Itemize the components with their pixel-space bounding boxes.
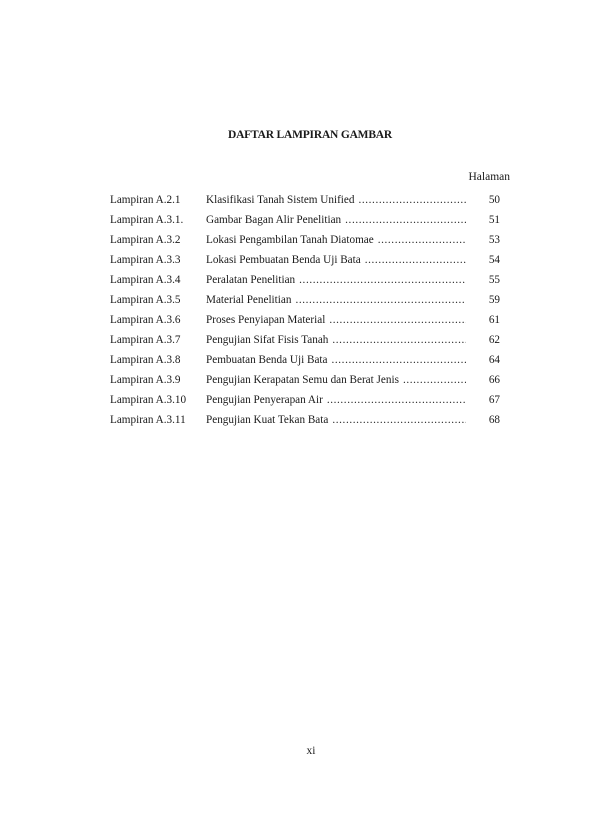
toc-entry-title: Pembuatan Benda Uji Bata [206, 354, 328, 366]
dot-leader [403, 374, 466, 386]
toc-entry-page: 66 [488, 374, 500, 386]
dot-leader [365, 254, 466, 266]
toc-entry-page: 54 [488, 254, 500, 266]
toc-entry-id: Lampiran A.3.4 [110, 274, 181, 286]
document-title: DAFTAR LAMPIRAN GAMBAR [227, 129, 393, 141]
toc-entry-title: Peralatan Penelitian [206, 274, 296, 286]
toc-entry [110, 334, 500, 354]
table-of-contents [110, 194, 500, 434]
toc-entry-id: Lampiran A.2.1 [110, 194, 181, 206]
dot-leader [378, 234, 466, 246]
toc-entry-id: Lampiran A.3.7 [110, 334, 181, 346]
toc-entry [110, 214, 500, 234]
toc-entry-page: 61 [488, 314, 500, 326]
toc-entry-title: Pengujian Penyerapan Air [206, 394, 323, 406]
toc-entry-page: 67 [488, 394, 500, 406]
dot-leader [345, 214, 466, 226]
dot-leader [295, 294, 466, 306]
dot-leader [332, 334, 466, 346]
toc-entry-title: Material Penelitian [206, 294, 292, 306]
toc-entry-title: Proses Penyiapan Material [206, 314, 326, 326]
toc-entry-page: 59 [488, 294, 500, 306]
toc-entry [110, 294, 500, 314]
toc-entry-page: 62 [488, 334, 500, 346]
toc-entry [110, 254, 500, 274]
toc-entry-page: 50 [488, 194, 500, 206]
toc-entry [110, 194, 500, 214]
toc-entry [110, 414, 500, 434]
toc-entry-title: Lokasi Pengambilan Tanah Diatomae [206, 234, 374, 246]
toc-entry [110, 394, 500, 414]
toc-entry [110, 374, 500, 394]
toc-entry-id: Lampiran A.3.9 [110, 374, 181, 386]
toc-entry-id: Lampiran A.3.11 [110, 414, 186, 426]
toc-entry-id: Lampiran A.3.1. [110, 214, 184, 226]
dot-leader [331, 354, 466, 366]
dot-leader [329, 314, 466, 326]
page-number: xi [306, 745, 316, 757]
toc-entry [110, 234, 500, 254]
dot-leader [358, 194, 466, 206]
toc-entry-title: Pengujian Kuat Tekan Bata [206, 414, 329, 426]
toc-entry-page: 68 [488, 414, 500, 426]
toc-entry-id: Lampiran A.3.8 [110, 354, 181, 366]
toc-entry-page: 64 [488, 354, 500, 366]
toc-entry-title: Pengujian Sifat Fisis Tanah [206, 334, 329, 346]
toc-entry-id: Lampiran A.3.10 [110, 394, 187, 406]
page-column-heading: Halaman [468, 171, 510, 183]
toc-entry-title: Lokasi Pembuatan Benda Uji Bata [206, 254, 361, 266]
toc-entry-page: 51 [488, 214, 500, 226]
toc-entry-title: Gambar Bagan Alir Penelitian [206, 214, 342, 226]
toc-entry-title: Pengujian Kerapatan Semu dan Berat Jenis [206, 374, 399, 386]
dot-leader [299, 274, 466, 286]
dot-leader [332, 414, 466, 426]
toc-entry-title: Klasifikasi Tanah Sistem Unified [206, 194, 355, 206]
toc-entry [110, 274, 500, 294]
toc-entry-page: 55 [488, 274, 500, 286]
toc-entry [110, 354, 500, 374]
toc-entry-id: Lampiran A.3.3 [110, 254, 181, 266]
toc-entry [110, 314, 500, 334]
toc-entry-page: 53 [488, 234, 500, 246]
dot-leader [327, 394, 466, 406]
toc-entry-id: Lampiran A.3.6 [110, 314, 181, 326]
toc-entry-id: Lampiran A.3.5 [110, 294, 181, 306]
toc-entry-id: Lampiran A.3.2 [110, 234, 181, 246]
